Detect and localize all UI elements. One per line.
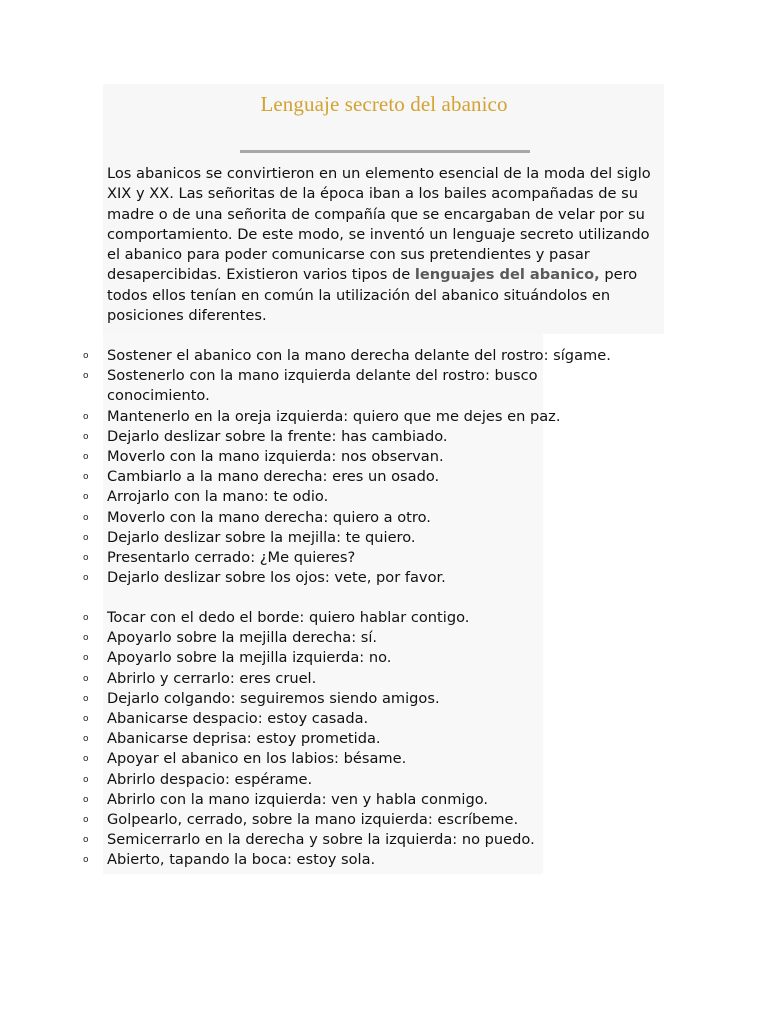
list-item xyxy=(80,346,640,366)
bullet-circle-icon: o xyxy=(83,351,89,361)
list-item-text: Abierto, tapando la boca: estoy sola. xyxy=(107,851,376,869)
intro-text-part2: pero todos ellos tenían en común la utilización del abanico situándolos en posiciones diferentes. xyxy=(107,266,638,325)
list-item-text: Moverlo con la mano izquierda: nos observan. xyxy=(107,448,444,466)
list-item xyxy=(80,548,640,568)
bullet-circle-icon: o xyxy=(83,714,89,725)
bullet-circle-icon: o xyxy=(83,411,89,422)
list-item xyxy=(80,770,640,790)
list-item xyxy=(80,830,640,850)
bullet-circle-icon: o xyxy=(83,754,89,765)
bullet-circle-icon: o xyxy=(83,613,89,623)
list-item-text: Sostener el abanico con la mano derecha delante del rostro: sígame. xyxy=(107,347,611,364)
list-item xyxy=(80,749,640,769)
bullet-circle-icon: o xyxy=(83,431,89,442)
bullet-circle-icon: o xyxy=(83,835,89,846)
list-item-text: Abrirlo y cerrarlo: eres cruel. xyxy=(107,669,317,687)
list-item xyxy=(80,366,640,406)
bullet-circle-icon: o xyxy=(83,734,89,745)
fan-language-list-1 xyxy=(80,346,640,588)
list-item-text: Arrojarlo con la mano: te odio. xyxy=(107,488,329,506)
list-item xyxy=(80,508,640,528)
list-item xyxy=(80,407,640,427)
list-item-text: Apoyarlo sobre la mejilla izquierda: no. xyxy=(107,649,392,667)
list-item xyxy=(80,709,640,729)
fan-language-list-2 xyxy=(80,608,640,871)
list-item-text: Semicerrarlo en la derecha y sobre la izquierda: no puedo. xyxy=(107,831,535,849)
intro-highlight-link[interactable]: lenguajes del abanico, xyxy=(414,266,600,284)
bullet-circle-icon: o xyxy=(83,855,89,866)
bullet-circle-icon: o xyxy=(83,512,89,523)
list-item xyxy=(80,487,640,507)
list-item xyxy=(80,850,640,870)
bullet-circle-icon: o xyxy=(83,774,89,785)
list-item xyxy=(80,669,640,689)
list-item-text: Tocar con el dedo el borde: quiero hablar contigo. xyxy=(107,609,470,626)
list-item-text: Dejarlo deslizar sobre la frente: has cambiado. xyxy=(107,427,448,445)
list-item-text: Presentarlo cerrado: ¿Me quieres? xyxy=(107,549,356,567)
list-item xyxy=(80,568,640,588)
list-item-text: Mantenerlo en la oreja izquierda: quiero que me dejes en paz. xyxy=(107,407,561,425)
list-item-text: Apoyarlo sobre la mejilla derecha: sí. xyxy=(107,629,378,647)
list-item-text: Cambiarlo a la mano derecha: eres un osado. xyxy=(107,468,440,486)
bullet-circle-icon: o xyxy=(83,653,89,664)
bullet-circle-icon: o xyxy=(83,553,89,564)
list-item xyxy=(80,608,640,628)
bullet-circle-icon: o xyxy=(83,673,89,684)
bullet-circle-icon: o xyxy=(83,532,89,543)
list-item xyxy=(80,810,640,830)
bullet-circle-icon: o xyxy=(83,492,89,503)
title-divider xyxy=(240,150,530,153)
list-item xyxy=(80,528,640,548)
bullet-circle-icon: o xyxy=(83,573,89,584)
intro-text-part1: Los abanicos se convirtieron en un elemento esencial de la moda del siglo XIX y XX. Las señoritas de la época iban a los bailes acompañadas de su madre o de una señorita de compañía que se encargaban de velar por su comportamiento. De este modo, se inventó un lenguaje secreto utilizando el abanico para poder comunicarse con sus pretendientes y pasar desapercibidas. Existieron varios tipos de xyxy=(107,165,651,284)
list-item xyxy=(80,467,640,487)
list-item-text: Dejarlo deslizar sobre los ojos: vete, por favor. xyxy=(107,569,446,587)
list-item xyxy=(80,648,640,668)
bullet-circle-icon: o xyxy=(83,371,89,382)
document-title: Lenguaje secreto del abanico xyxy=(260,92,508,116)
list-item xyxy=(80,628,640,648)
bullet-circle-icon: o xyxy=(83,452,89,463)
bullet-circle-icon: o xyxy=(83,815,89,826)
list-item-text: Dejarlo deslizar sobre la mejilla: te quiero. xyxy=(107,528,416,546)
intro-paragraph xyxy=(107,164,655,326)
list-item xyxy=(80,427,640,447)
bullet-circle-icon: o xyxy=(83,794,89,805)
list-item xyxy=(80,729,640,749)
bullet-circle-icon: o xyxy=(83,633,89,644)
list-item-text: Abrirlo despacio: espérame. xyxy=(107,770,313,788)
list-item-text: Golpearlo, cerrado, sobre la mano izquierda: escríbeme. xyxy=(107,811,519,829)
list-item-text: Apoyar el abanico en los labios: bésame. xyxy=(107,750,407,768)
bullet-circle-icon: o xyxy=(83,693,89,704)
list-item-text: Sostenerlo con la mano izquierda delante del rostro: busco conocimiento. xyxy=(107,367,538,405)
list-item xyxy=(80,790,640,810)
list-item-text: Abrirlo con la mano izquierda: ven y habla conmigo. xyxy=(107,790,489,808)
list-item-text: Abanicarse despacio: estoy casada. xyxy=(107,710,369,728)
list-item-text: Abanicarse deprisa: estoy prometida. xyxy=(107,730,381,748)
list-item-text: Dejarlo colgando: seguiremos siendo amigos. xyxy=(107,689,440,707)
bullet-circle-icon: o xyxy=(83,472,89,483)
list-item xyxy=(80,447,640,467)
list-item-text: Moverlo con la mano derecha: quiero a otro. xyxy=(107,508,431,526)
list-item xyxy=(80,689,640,709)
